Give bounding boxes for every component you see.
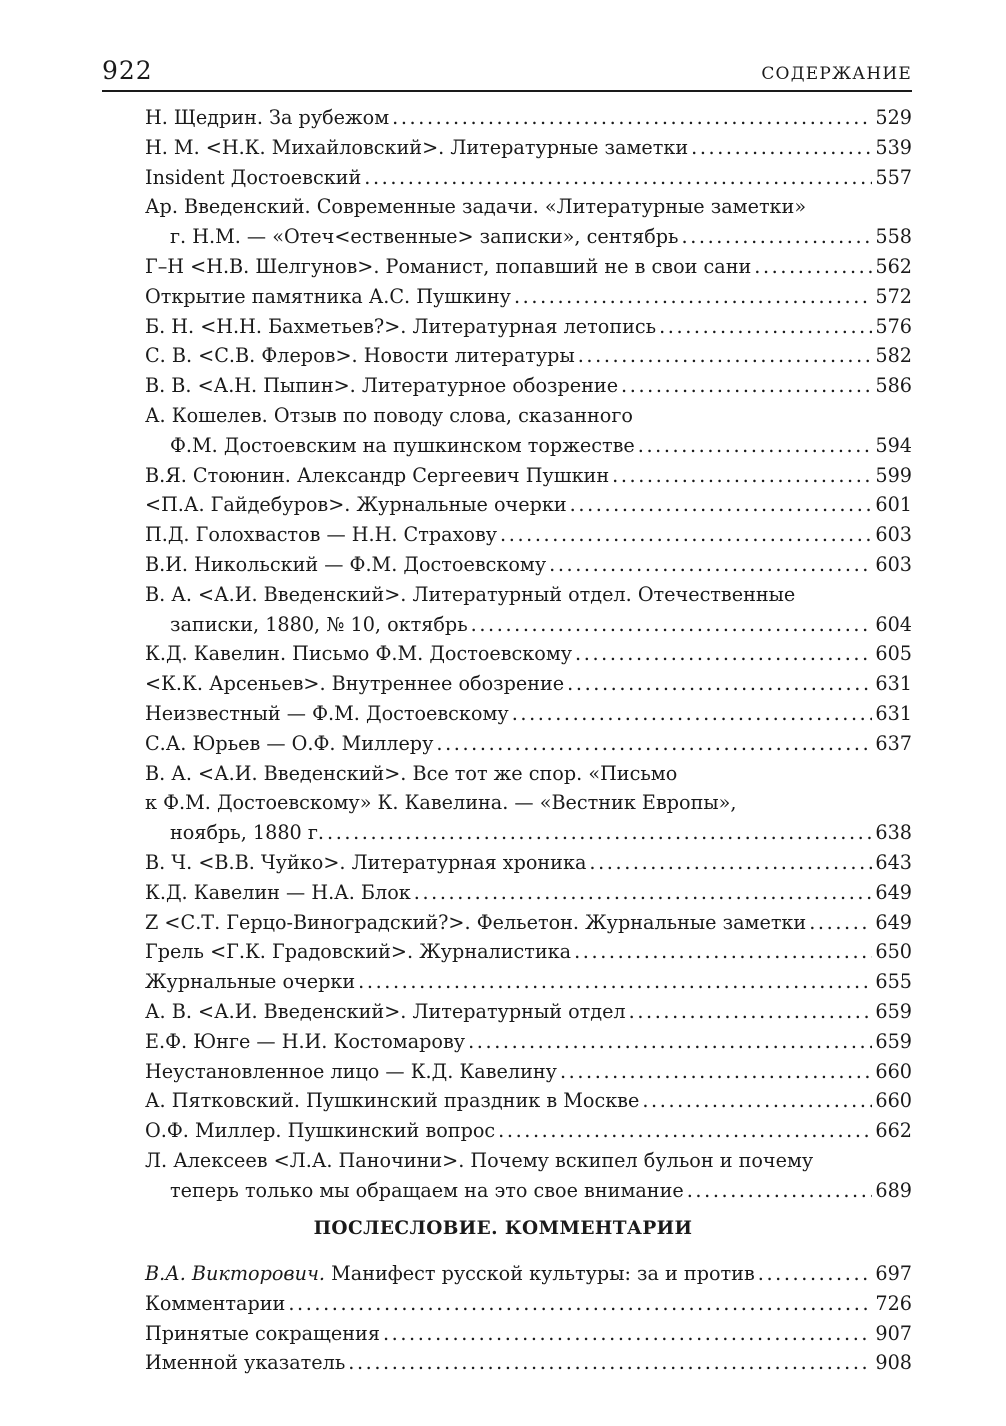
entry-line: [145, 1086, 912, 1116]
toc-entry: [145, 461, 912, 491]
dot-leader: [498, 1116, 872, 1146]
dot-leader: [514, 282, 872, 312]
toc-entry: [145, 133, 912, 163]
entry-title: Журнальные очерки: [145, 970, 356, 994]
toc-entry: [145, 669, 912, 699]
dot-leader: [288, 1289, 872, 1319]
entry-title: Открытие памятника А.С. Пушкину: [145, 284, 511, 308]
entry-title-line: В. А. <А.И. Введенский>. Литературный отдел. Отечественные: [145, 582, 796, 606]
entry-page-number: 659: [875, 1029, 912, 1053]
entry-line: [145, 669, 912, 699]
afterword-contents: [145, 1259, 912, 1378]
toc-entry: [145, 550, 912, 580]
entry-title: В. Ч. <В.В. Чуйко>. Литературная хроника: [145, 850, 587, 874]
entry-title: В.Я. Стоюнин. Александр Сергеевич Пушкин: [145, 463, 610, 487]
entry-page-number: 557: [875, 165, 912, 189]
entry-line: [145, 520, 912, 550]
entry-line: [145, 341, 912, 371]
dot-leader: [642, 1086, 872, 1116]
entry-line: [145, 252, 912, 282]
entry-page-number: 631: [875, 701, 912, 725]
entry-title-line: к Ф.М. Достоевскому» К. Кавелина. — «Вестник Европы»,: [145, 791, 737, 815]
entry-page-number: 689: [875, 1178, 912, 1202]
toc-entry: [145, 371, 912, 401]
entry-title: [145, 1259, 755, 1289]
entry-page-number: 599: [875, 463, 912, 487]
running-head: СОДЕРЖАНИЕ: [761, 64, 912, 84]
entry-title: Б. Н. <Н.Н. Бахметьев?>. Литературная летопись: [145, 314, 657, 338]
dot-leader: [659, 312, 872, 342]
entry-title-line: А. Кошелев. Отзыв по поводу слова, сказанного: [145, 403, 633, 427]
entry-line: [145, 1259, 912, 1289]
dot-leader: [809, 908, 872, 938]
entry-page-number: 659: [875, 999, 912, 1023]
entry-title: В.И. Никольский — Ф.М. Достоевскому: [145, 552, 547, 576]
toc-entry: [145, 1146, 912, 1206]
entry-page-number: 643: [875, 850, 912, 874]
toc-entry: [145, 282, 912, 312]
entry-title: А. В. <А.И. Введенский>. Литературный отдел: [145, 999, 626, 1023]
toc-entry: [145, 163, 912, 193]
toc-entry: [145, 908, 912, 938]
entry-page-number: 655: [875, 970, 912, 994]
entry-line: [145, 1289, 912, 1319]
entry-line: [145, 1348, 912, 1378]
entry-title: Г–Н <Н.В. Шелгунов>. Романист, попавший не в свои сани: [145, 254, 752, 278]
entry-page-number: 638: [875, 821, 912, 845]
toc-entry: [145, 759, 912, 848]
entry-title: Н. Щедрин. За рубежом: [145, 106, 390, 129]
dot-leader: [348, 1348, 872, 1378]
dot-leader: [512, 699, 873, 729]
dot-leader: [567, 669, 872, 699]
entry-page-number: 603: [875, 523, 912, 547]
entry-title-text: Именной указатель: [145, 1351, 346, 1375]
toc-entry: [145, 699, 912, 729]
toc-entry: [145, 1348, 912, 1378]
entry-page-number: 649: [875, 880, 912, 904]
entry-page-number: 576: [875, 314, 912, 338]
dot-leader: [578, 341, 873, 371]
dot-leader: [621, 371, 872, 401]
toc-entry: [145, 848, 912, 878]
dot-leader: [754, 252, 872, 282]
entry-title-line: В. А. <А.И. Введенский>. Все тот же спор. «Письмо: [145, 761, 678, 785]
page-number: 922: [102, 56, 153, 85]
toc-entry: [145, 1027, 912, 1057]
entry-page-number: 637: [875, 731, 912, 755]
entry-title: ноябрь, 1880 г.: [170, 821, 325, 845]
entry-page-number: 660: [875, 1059, 912, 1083]
entry-page-number: 604: [875, 612, 912, 636]
entry-title-line: Л. Алексеев <Л.А. Паночини>. Почему вскипел бульон и почему: [145, 1148, 814, 1172]
toc-entry: [145, 1057, 912, 1087]
dot-leader: [414, 878, 873, 908]
entry-title: [145, 1289, 285, 1319]
entry-page-number: 660: [875, 1089, 912, 1113]
entry-title: Грель <Г.К. Градовский>. Журналистика: [145, 940, 572, 964]
entry-title: Неустановленное лицо — К.Д. Кавелину: [145, 1059, 557, 1083]
entry-line: [145, 1176, 912, 1206]
entry-page-number: 726: [875, 1291, 912, 1315]
page-header: [102, 56, 912, 92]
toc-entry: [145, 1116, 912, 1146]
toc-entry: [145, 520, 912, 550]
entry-title: С. В. <С.В. Флеров>. Новости литературы: [145, 344, 575, 368]
entry-line: [145, 937, 912, 967]
entry-line: [145, 699, 912, 729]
entry-title: <К.К. Арсеньев>. Внутреннее обозрение: [145, 672, 565, 696]
toc-entry: [145, 967, 912, 997]
entry-author: В.А. Викторович.: [145, 1262, 325, 1285]
entry-page-number: 582: [875, 344, 912, 368]
entry-title: О.Ф. Миллер. Пушкинский вопрос: [145, 1119, 496, 1143]
entry-title: Insident Достоевский: [145, 165, 362, 189]
dot-leader: [436, 729, 872, 759]
entry-line: [145, 312, 912, 342]
entry-title: <П.А. Гайдебуров>. Журнальные очерки: [145, 493, 567, 517]
entry-page-number: 605: [875, 642, 912, 666]
dot-leader: [471, 610, 873, 640]
entry-title: К.Д. Кавелин — Н.А. Блок: [145, 880, 411, 904]
section-title: ПОСЛЕСЛОВИЕ. КОММЕНТАРИИ: [313, 1218, 693, 1239]
entry-page-number: 631: [875, 672, 912, 696]
toc-entry: [145, 401, 912, 461]
table-of-contents: [145, 103, 912, 1205]
entry-line: [145, 103, 912, 133]
toc-entry: [145, 1319, 912, 1349]
entry-title: теперь только мы обращаем на это свое внимание: [170, 1178, 684, 1202]
entry-line: [145, 967, 912, 997]
entry-title: С.А. Юрьев — О.Ф. Миллеру: [145, 731, 434, 755]
entry-line: [145, 818, 912, 848]
dot-leader: [574, 937, 872, 967]
entry-page-number: 572: [875, 284, 912, 308]
entry-line: [145, 639, 912, 669]
toc-entry: [145, 580, 912, 640]
toc-entry: [145, 192, 912, 252]
dot-leader: [468, 1027, 872, 1057]
entry-line: [145, 729, 912, 759]
entry-title-text: Комментарии: [145, 1291, 286, 1315]
entry-page-number: 650: [875, 940, 912, 964]
entry-title: Неизвестный — Ф.М. Достоевскому: [145, 701, 509, 725]
entry-title: [145, 1319, 380, 1349]
dot-leader: [560, 1057, 872, 1087]
dot-leader: [612, 461, 872, 491]
dot-leader: [392, 103, 872, 133]
entry-page-number: 907: [875, 1321, 912, 1345]
entry-title: В. В. <А.Н. Пыпин>. Литературное обозрение: [145, 374, 619, 398]
entry-line: [145, 133, 912, 163]
dot-leader: [358, 967, 872, 997]
entry-page-number: 558: [875, 225, 912, 249]
dot-leader: [383, 1319, 872, 1349]
entry-page-number: 908: [875, 1351, 912, 1375]
entry-line: [145, 282, 912, 312]
entry-line: [145, 610, 912, 640]
entry-line: [145, 550, 912, 580]
dot-leader: [364, 163, 872, 193]
dot-leader: [500, 520, 872, 550]
dot-leader: [691, 133, 872, 163]
entry-page-number: 529: [875, 106, 912, 129]
dot-leader: [575, 639, 872, 669]
entry-line: [145, 878, 912, 908]
entry-line: [145, 431, 912, 461]
entry-title: Е.Ф. Юнге — Н.И. Костомарову: [145, 1029, 466, 1053]
entry-line: [145, 1116, 912, 1146]
dot-leader: [682, 222, 873, 252]
entry-page-number: 539: [875, 135, 912, 159]
entry-line: [145, 1319, 912, 1349]
toc-entry: [145, 312, 912, 342]
toc-entry: [145, 103, 912, 133]
toc-entry: [145, 252, 912, 282]
entry-page-number: 603: [875, 552, 912, 576]
dot-leader: [629, 997, 873, 1027]
entry-title: Н. М. <Н.К. Михайловский>. Литературные заметки: [145, 135, 689, 159]
entry-title: [145, 1348, 345, 1378]
entry-line: [145, 461, 912, 491]
toc-entry: [145, 490, 912, 520]
entry-page-number: 601: [875, 493, 912, 517]
entry-line: [145, 222, 912, 252]
dot-leader: [327, 818, 872, 848]
entry-page-number: 594: [875, 433, 912, 457]
toc-entry: [145, 1086, 912, 1116]
dot-leader: [549, 550, 872, 580]
entry-page-number: 586: [875, 374, 912, 398]
entry-line: [145, 908, 912, 938]
dot-leader: [687, 1176, 873, 1206]
toc-entry: [145, 878, 912, 908]
entry-line: [145, 371, 912, 401]
entry-page-number: 562: [875, 254, 912, 278]
dot-leader: [638, 431, 873, 461]
toc-entry: [145, 1259, 912, 1289]
entry-title: Ф.М. Достоевским на пушкинском торжестве: [170, 433, 635, 457]
entry-line: [145, 490, 912, 520]
toc-entry: [145, 639, 912, 669]
entry-page-number: 649: [875, 910, 912, 934]
entry-title: г. Н.М. — «Отеч<ественные> записки», сентябрь: [170, 225, 679, 249]
entry-line: [145, 163, 912, 193]
dot-leader: [589, 848, 872, 878]
toc-entry: [145, 341, 912, 371]
entry-title: А. Пятковский. Пушкинский праздник в Москве: [145, 1089, 640, 1113]
entry-page-number: 662: [875, 1119, 912, 1143]
entry-title-text: Принятые сокращения: [145, 1321, 380, 1345]
entry-line: [145, 997, 912, 1027]
toc-entry: [145, 937, 912, 967]
entry-title-text: Манифест русской культуры: за и против: [331, 1262, 755, 1285]
entry-title-line: Ар. Введенский. Современные задачи. «Литературные заметки»: [145, 195, 807, 219]
toc-entry: [145, 1289, 912, 1319]
entry-page-number: 697: [875, 1262, 912, 1285]
dot-leader: [570, 490, 873, 520]
toc-entry: [145, 729, 912, 759]
entry-title: К.Д. Кавелин. Письмо Ф.М. Достоевскому: [145, 642, 573, 666]
entry-title: записки, 1880, № 10, октябрь: [170, 612, 468, 636]
entry-line: [145, 1027, 912, 1057]
entry-line: [145, 848, 912, 878]
toc-entry: [145, 997, 912, 1027]
dot-leader: [758, 1259, 873, 1289]
entry-title: Z <С.Т. Герцо-Виноградский?>. Фельетон. Журнальные заметки: [145, 910, 807, 934]
entry-line: [145, 1057, 912, 1087]
entry-title: П.Д. Голохвастов — Н.Н. Страхову: [145, 523, 498, 547]
